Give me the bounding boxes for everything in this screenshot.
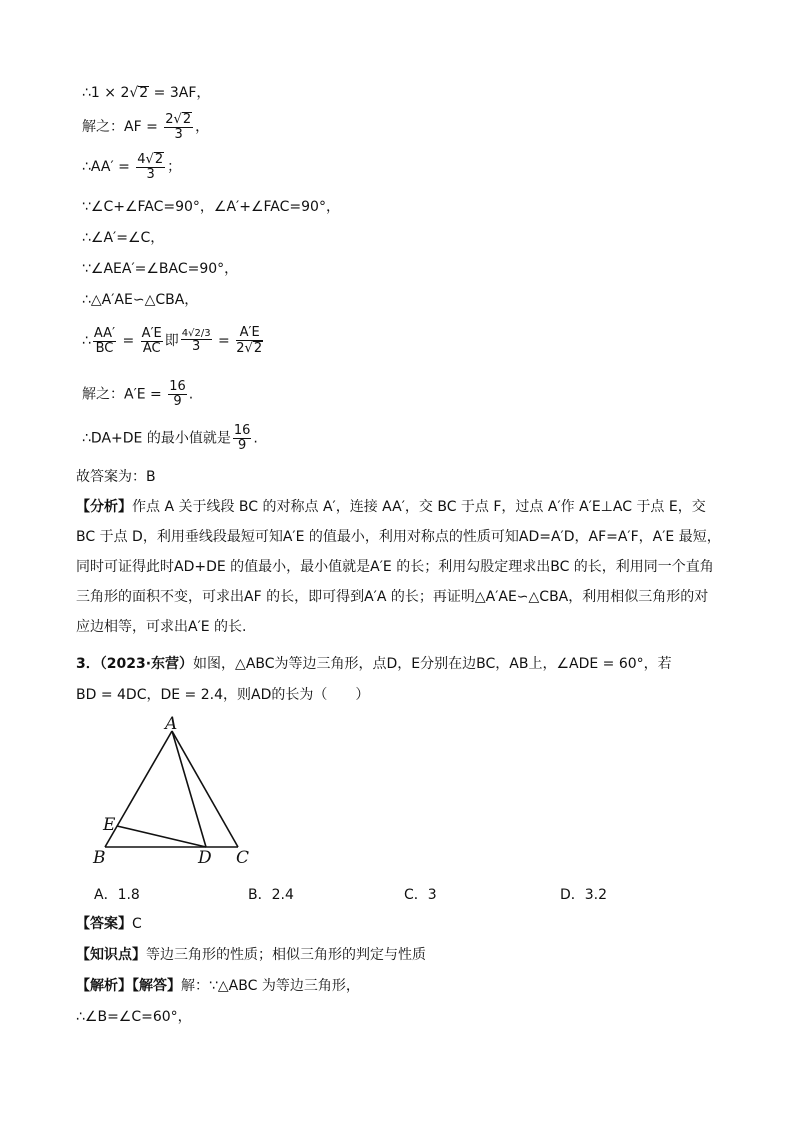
equation-line-3 [82,152,181,182]
label-d: D [198,848,212,868]
den: 3 [192,339,201,354]
label-b: B [93,848,106,868]
complex-fraction: $\frac{4√2/3}{3}$ [181,328,211,354]
equals: = [213,333,235,349]
equation-line-4: ∵∠C+∠FAC=90°，∠A′+∠FAC=90°， [82,199,340,215]
num: 16 [233,423,251,438]
num-den: 3 [204,328,211,339]
num-sqrt: 2 [182,112,192,127]
analysis-tag: 【分析】 [76,499,132,515]
equation-line-2 [82,112,209,142]
den: 3 [174,127,183,142]
den: 9 [237,438,247,453]
answer-value: C [132,916,142,932]
knowledge-line [76,946,426,964]
num-sqrt: 2 [154,152,164,167]
question-line-2: BD = 4DC，DE = 2.4，则AD的长为（ ） [76,687,370,703]
analysis-paragraph [76,492,722,642]
solution-value: 解：∵△ABC 为等边三角形， [181,978,360,994]
analysis-text: 作点 A 关于线段 BC 的对称点 A′，连接 AA′，交 BC 于点 F，过点 A′作 A′E⊥AC 于点 E，交 BC 于点 D，利用垂线段最短可知A′E 的值最小，利用对称点的性质可知AD=A′D，AF=A′F，A′E 最短，同时可证得此时AD+DE 的值最小，最小值就是A′E 的长；利用勾股定理求出BC 的长，利用同一个直角三角形的面积不变，可求出AF 的长，即可得到A′A 的长；再证明△A′AE∽△CBA，利用相似三角形的对应边相等，可求出A′E 的长. [76,499,721,635]
den: 3 [146,167,155,182]
option-d[interactable]: D．3.2 [560,887,608,903]
namely: 即 [164,333,179,349]
solution-line [76,977,360,995]
fraction [233,424,252,453]
num-coef: 4 [137,152,146,167]
question-text-1: 如图，△ABC为等边三角形，点D，E分别在边BC，AB上，∠ADE = 60°，若 [193,656,672,672]
equation-line-5: ∴∠A′=∠C， [82,230,165,246]
equation-line-10 [82,424,258,453]
answer-tag: 【答案】 [76,916,132,932]
eq1-post: = 3AF， [149,85,211,101]
equation-line-7: ∴△A′AE∽△CBA， [82,292,199,308]
eq1-pre: ∴1 × 2 [82,85,130,101]
option-b[interactable]: B．2.4 [248,887,294,903]
fraction-ae-2r2: $\frac{A'E}{2√2}$ [236,325,263,356]
option-a[interactable]: A．1.8 [94,887,140,903]
num-coef: 4 [181,328,189,339]
equation-line-1: ∴1 × 2√2 = 3AF， [82,85,211,101]
question-number: 3． [76,656,100,672]
num: A′E [236,326,263,341]
segment-ac [172,731,238,847]
equation-line-6: ∵∠AEA′=∠BAC=90°， [82,261,239,277]
den: AC [142,340,161,356]
num: A′E [141,325,162,341]
fraction: $\frac{4√2}{3}$ [137,152,164,182]
segment-ed [117,826,206,847]
figure-lines [105,731,238,847]
label-c: C [236,848,250,868]
knowledge-value: 等边三角形的性质；相似三角形的判定与性质 [146,947,426,963]
fraction: $\frac{2√2}{3}$ [165,112,192,142]
num-coef: 2 [165,112,174,127]
eq3-pre: ∴AA′ = [82,159,135,175]
eq10-pre: ∴DA+DE 的最小值就是 [82,430,231,447]
fraction-ae-ac [141,327,163,356]
triangle-figure [88,712,268,872]
equation-line-8 [82,326,265,356]
eq2-pre: 解之：AF = [82,119,163,135]
num: 16 [169,379,186,394]
eq10-post: . [253,430,258,447]
den: BC [95,340,114,356]
label-a: A [165,714,178,734]
eq3-post: ； [167,159,182,175]
eq1-sqrt: 2 [139,85,149,101]
eq9-pre: 解之：A′E = [82,386,167,403]
equation-line-9 [82,380,193,409]
eq9-post: . [188,386,194,403]
segment-ad [172,731,206,847]
den-sqrt: 2 [253,341,263,356]
den-coef: 2 [236,341,245,356]
answer-line [76,915,142,933]
num: AA′ [93,325,116,341]
question-line-1 [76,655,672,673]
equals: = [118,333,139,349]
fraction-aa-bc [93,327,116,356]
eq8-pre: ∴ [82,333,91,349]
label-e: E [103,815,116,835]
fraction [168,380,187,409]
eq2-post: ， [195,119,210,135]
question-source: （2023·东营） [99,656,194,672]
solution-tag: 【解析】【解答】 [76,978,181,994]
option-c[interactable]: C．3 [404,887,437,903]
final-line: ∴∠B=∠C=60°， [76,1009,192,1025]
answer-statement: 故答案为：B [76,469,156,485]
den: 9 [173,394,182,409]
num-sqrt: 2 [194,328,201,339]
knowledge-tag: 【知识点】 [76,947,146,963]
